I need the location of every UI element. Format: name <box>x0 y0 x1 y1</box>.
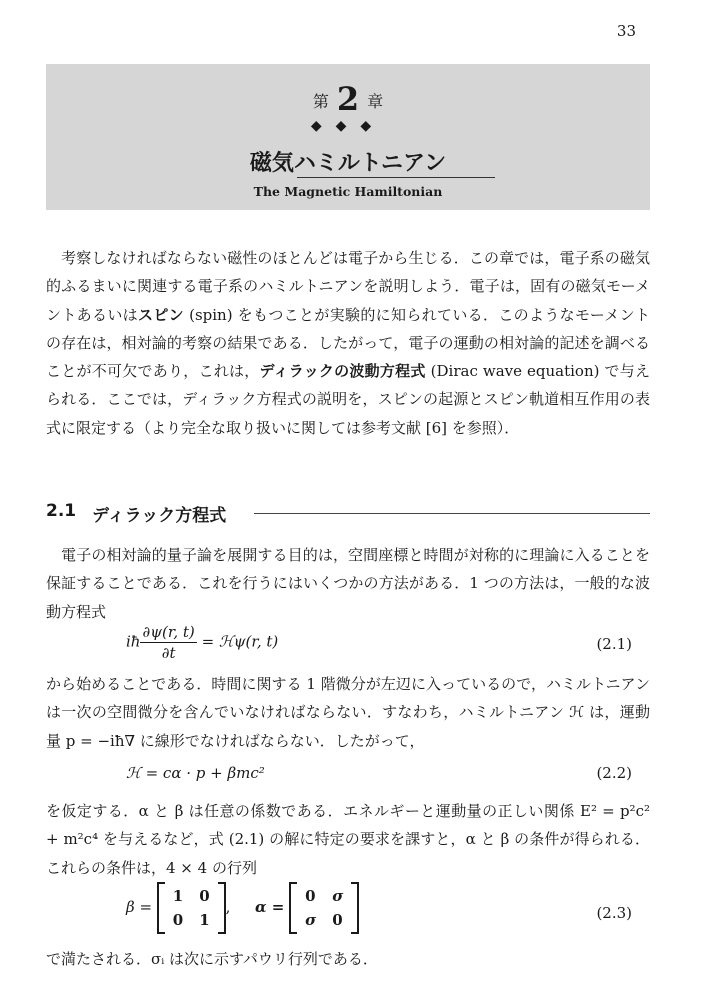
beta-matrix <box>157 882 226 934</box>
body-paragraph-3 <box>46 797 650 882</box>
chapter-header <box>46 64 650 210</box>
chapter-title: 磁気ハミルトニアン <box>249 151 447 176</box>
matrix-cell: σ <box>305 911 317 929</box>
eq-beta-lhs: β = <box>126 898 153 916</box>
section-title: ディラック方程式 <box>92 506 227 526</box>
matrix-cell: 1 <box>172 887 184 905</box>
eq-separator: , <box>225 898 231 916</box>
body-paragraph-1 <box>46 541 650 626</box>
equation-formula <box>126 623 278 662</box>
body-text-2: から始めることである．時間に関する 1 階微分が左辺に入っているので，ハミルトニアンは一次の空間微分を含んでいなければならない．すなわち，ハミルトニアン ℋ は，運動量 p = −iħ∇ に線形でなければならない．したがって， <box>46 675 650 750</box>
chapter-subtitle: The Magnetic Hamiltonian <box>253 184 443 199</box>
matrix-cell: σ <box>332 887 344 905</box>
eq-denominator: ∂t <box>161 644 176 662</box>
body-text-1: 電子の相対論的量子論を展開する目的は，空間座標と時間が対称的に理論に入ることを保証することである．これを行うにはいくつかの方法がある．1 つの方法は，一般的な波動方程式 <box>46 546 650 621</box>
intro-text-1: 考察しなければならない磁性のほとんどは電子から生じる．この章では，電子系の磁気的ふるまいに関連する電子系のハミルトニアンを説明しよう．電子は，固有の磁気モーメントあるいは <box>46 249 650 324</box>
intro-paragraph <box>46 244 650 442</box>
body-paragraph-4 <box>46 945 650 973</box>
eq-fraction <box>140 623 196 662</box>
eq-rhs: = ℋψ(r, t) <box>201 632 279 651</box>
chapter-suffix: 章 <box>367 92 384 111</box>
eq-numerator: ∂ψ(r, t) <box>142 623 195 641</box>
equation-number: (2.3) <box>596 904 632 922</box>
section-number: 2.1 <box>46 501 77 521</box>
intro-bold-dirac: ディラックの波動方程式 <box>259 362 426 381</box>
matrix-cell: 0 <box>305 887 316 905</box>
chapter-label <box>46 80 650 118</box>
equation-2-3 <box>46 882 650 946</box>
page-number: 33 <box>616 22 636 40</box>
equation-number: (2.2) <box>596 764 632 782</box>
matrix-cell: 1 <box>199 911 210 929</box>
equation-number: (2.1) <box>596 635 632 653</box>
body-text-3: を仮定する．α と β は任意の係数である．エネルギーと運動量の正しい関係 E² = p²c² + m²c⁴ を与えるなど，式 (2.1) の解に特定の要求を課すと，α と β の条件が得られる．これらの条件は，4 × 4 の行列 <box>46 802 650 877</box>
equation-formula: ℋ = cα · p + βmc² <box>126 764 265 782</box>
diamond-ornament-icon: ◆◆◆ <box>310 118 386 134</box>
matrix-cell: 0 <box>172 911 184 929</box>
equation-formula <box>126 882 359 934</box>
equation-2-1 <box>46 623 650 667</box>
matrix-cell: 0 <box>332 911 343 929</box>
title-rule <box>297 177 495 178</box>
section-rule <box>254 513 650 514</box>
alpha-matrix <box>289 882 359 934</box>
intro-text-2: (spin) をもつことが実験的に知られている．このようなモーメントの存在は，相対論的考察の結果である．したがって，電子の運動の相対論的記述を調べることが不可欠であり，これは， <box>46 305 650 381</box>
chapter-prefix: 第 <box>312 92 329 111</box>
chapter-number: 2 <box>336 80 360 118</box>
eq-alpha-lhs: α = <box>255 898 285 916</box>
intro-text-3: (Dirac wave equation) で与えられる．ここでは，ディラック方程式の説明を，スピンの起源とスピン軌道相互作用の表式に限定する（より完全な取り扱いに関しては参考文献 [6] を参照）． <box>46 362 650 437</box>
body-text-4: で満たされる．σᵢ は次に示すパウリ行列である． <box>46 950 378 968</box>
intro-bold-spin: スピン <box>138 305 184 324</box>
equation-2-2 <box>46 764 650 786</box>
matrix-cell: 0 <box>199 887 210 905</box>
eq-prefix: iħ <box>126 632 141 651</box>
section-heading <box>46 501 650 525</box>
body-paragraph-2 <box>46 670 650 755</box>
